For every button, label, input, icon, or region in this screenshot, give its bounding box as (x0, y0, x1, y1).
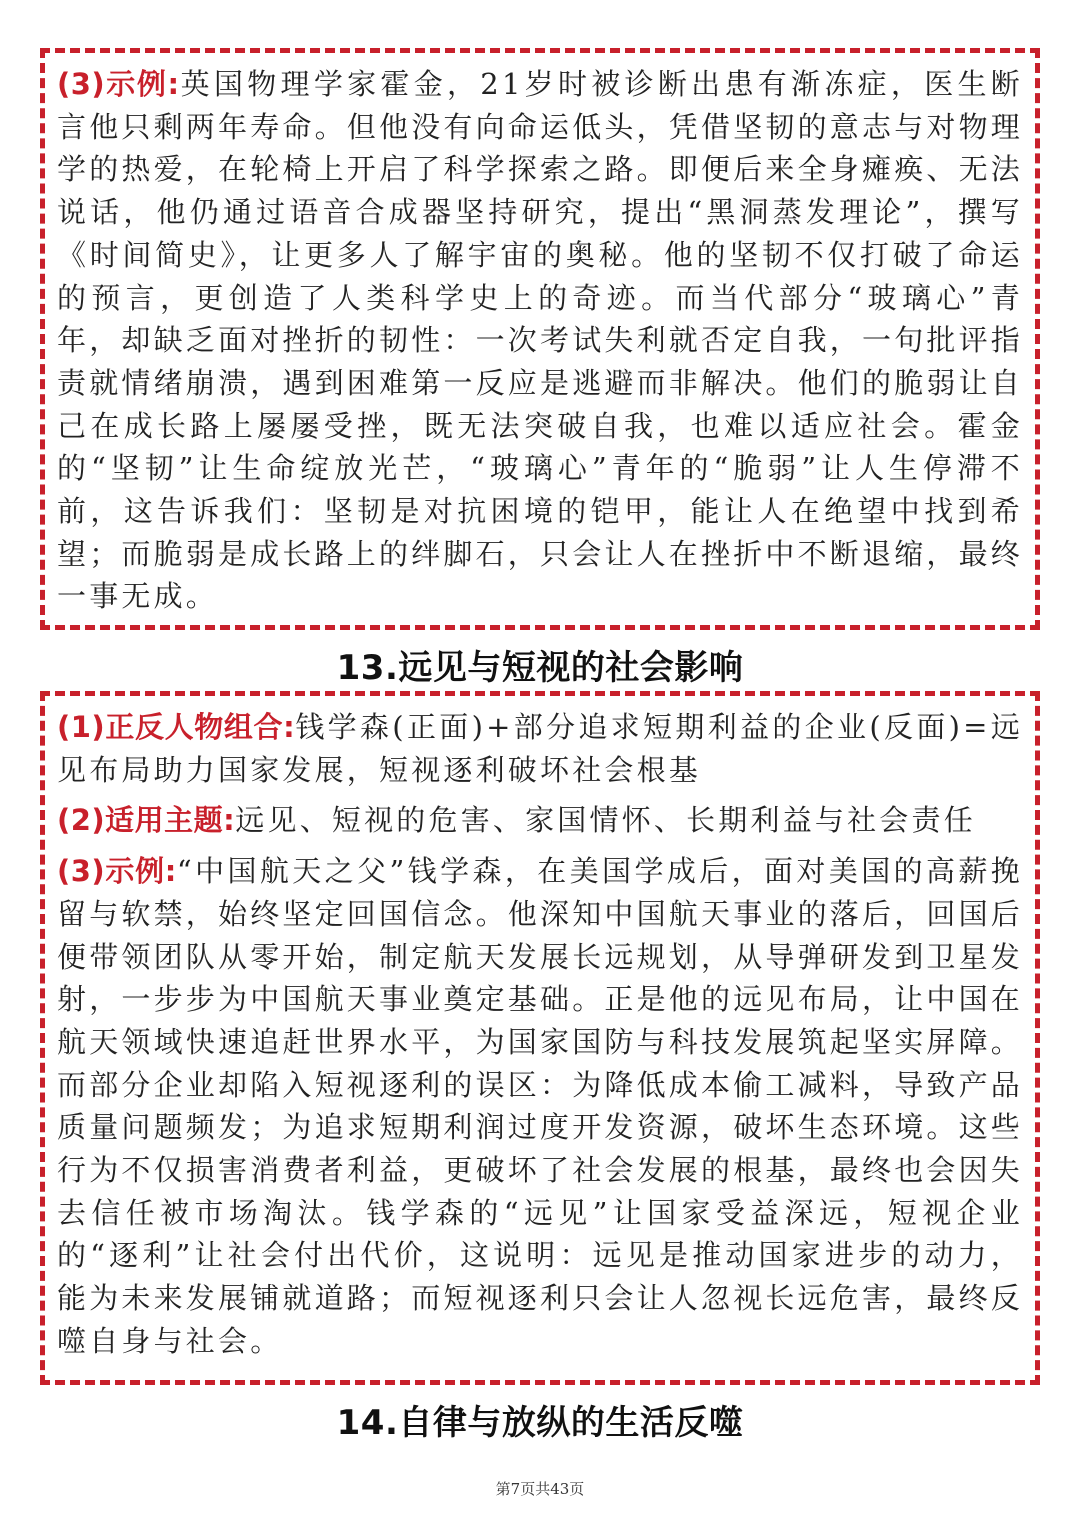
section13-box (40, 691, 1040, 1385)
page-number-footer: 第7页共43页 (495, 1480, 585, 1498)
section13-theme-paragraph (57, 799, 1023, 842)
section13-pair-paragraph (57, 706, 1023, 791)
section12-example-text: 英国物理学家霍金，21岁时被诊断出患有渐冻症，医生断言他只剩两年寿命。但他没有向命运低头，凭借坚韧的意志与对物理学的热爱，在轮椅上开启了科学探索之路。即便后来全身瘫痪、无法说话，他仍通过语音合成器坚持研究，提出“黑洞蒸发理论”，撰写《时间简史》，让更多人了解宇宙的奥秘。他的坚韧不仅打破了命运的预言，更创造了人类科学史上的奇迹。而当代部分“玻璃心”青年，却缺乏面对挫折的韧性：一次考试失利就否定自我，一句批评指责就情绪崩溃，遇到困难第一反应是逃避而非解决。他们的脆弱让自己在成长路上屡屡受挫，既无法突破自我，也难以适应社会。霍金的“坚韧”让生命绽放光芒，“玻璃心”青年的“脆弱”让人生停滞不前，这告诉我们：坚韧是对抗困境的铠甲，能让人在绝望中找到希望；而脆弱是成长路上的绊脚石，只会让人在挫折中不断退缩，最终一事无成。 (57, 67, 1024, 614)
section13-example-label: (3)示例: (57, 854, 177, 889)
section12-example-box (40, 48, 1040, 630)
section13-theme-label: (2)适用主题: (57, 803, 236, 838)
section13-theme-text: 远见、短视的危害、家国情怀、长期利益与社会责任 (235, 803, 976, 838)
section13-pair-text: 钱学森(正面)+部分追求短期利益的企业(反面)=远见布局助力国家发展，短视逐利破坏社会根基 (57, 710, 1023, 787)
section12-example-paragraph (57, 63, 1023, 618)
section13-example-paragraph (57, 850, 1023, 1362)
section13-example-text: “中国航天之父”钱学森，在美国学成后，面对美国的高薪挽留与软禁，始终坚定回国信念。他深知中国航天事业的落后，回国后便带领团队从零开始，制定航天发展长远规划，从导弹研发到卫星发射，一步步为中国航天事业奠定基础。正是他的远见布局，让中国在航天领域快速追赶世界水平，为国家国防与科技发展筑起坚实屏障。而部分企业却陷入短视逐利的误区：为降低成本偷工减料，导致产品质量问题频发；为追求短期利润过度开发资源，破坏生态环境。这些行为不仅损害消费者利益，更破坏了社会发展的根基，最终也会因失去信任被市场淘汰。钱学森的“远见”让国家受益深远，短视企业的“逐利”让社会付出代价，这说明：远见是推动国家进步的动力，能为未来发展铺就道路；而短视逐利只会让人忽视长远危害，最终反噬自身与社会。 (57, 854, 1024, 1358)
section13-pair-label: (1)正反人物组合: (57, 710, 296, 744)
section12-example-label: (3)示例: (57, 67, 180, 101)
section14-title: 14.自律与放纵的生活反噬 (336, 1403, 744, 1443)
section13-title: 13.远见与短视的社会影响 (336, 648, 744, 688)
